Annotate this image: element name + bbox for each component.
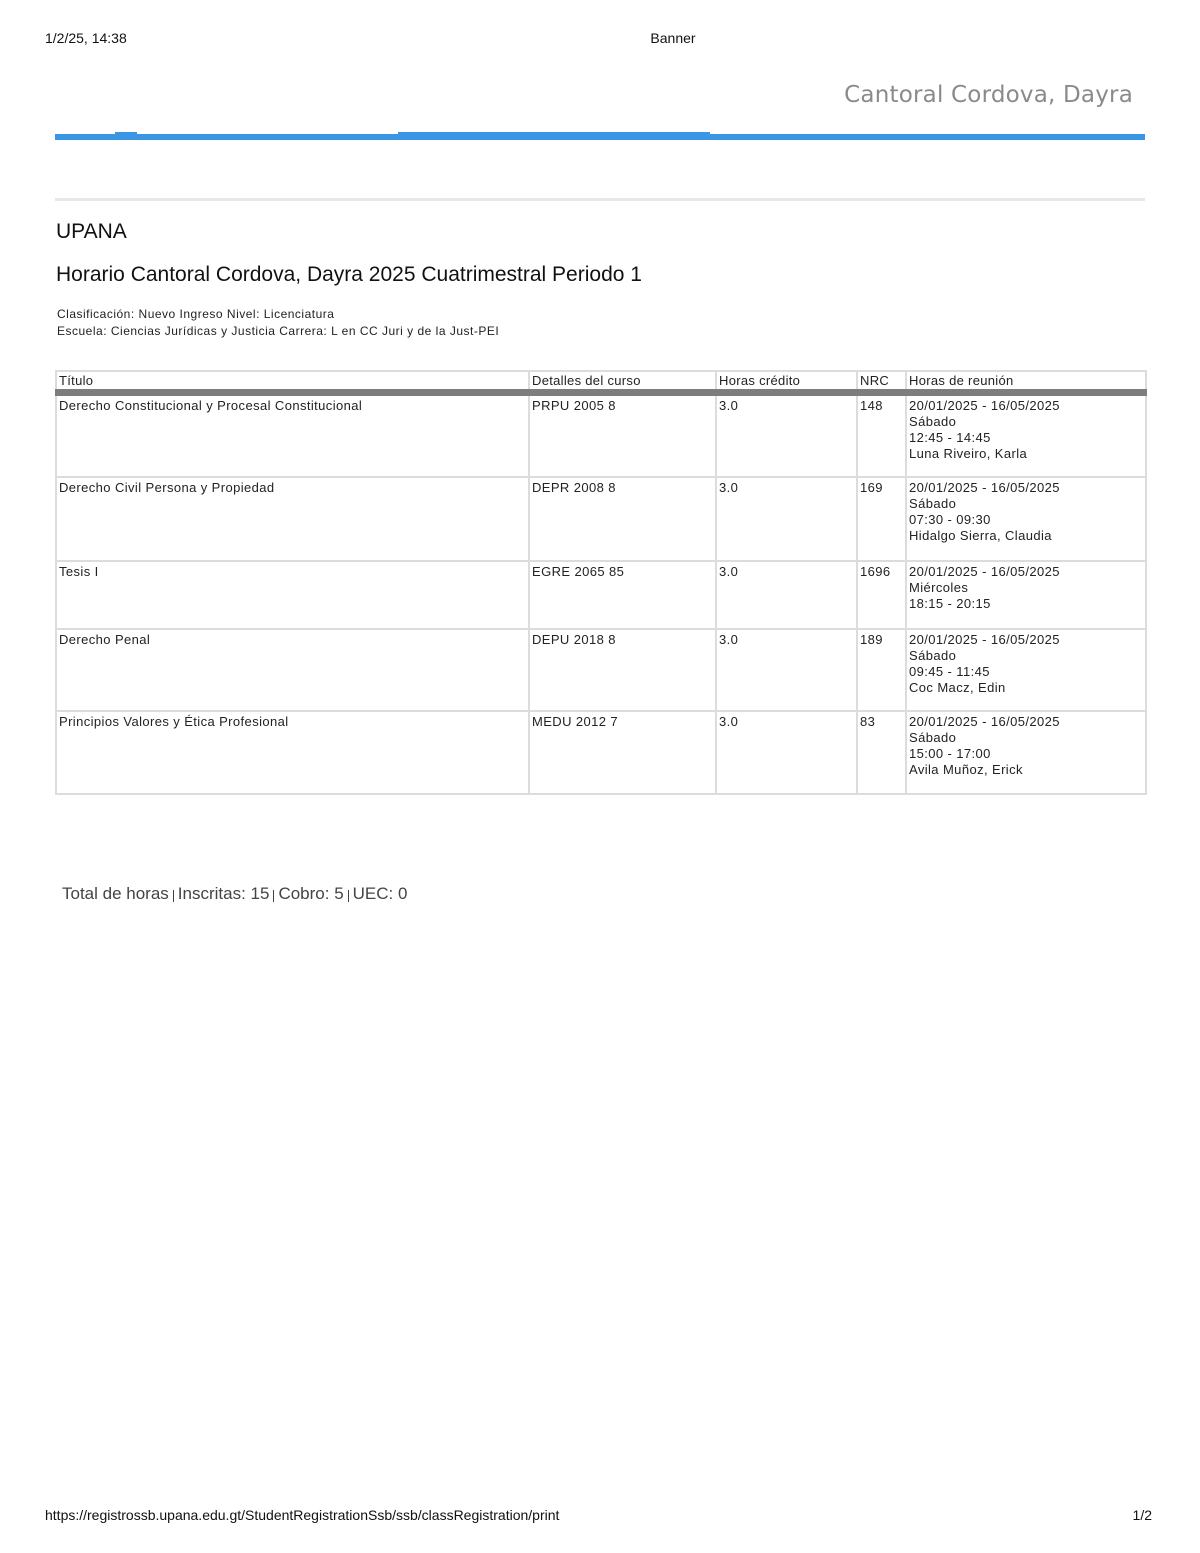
meeting-dates: 20/01/2025 - 16/05/2025 <box>909 714 1060 729</box>
schedule-title: Horario Cantoral Cordova, Dayra 2025 Cuatrimestral Periodo 1 <box>56 263 642 286</box>
meeting-dates: 20/01/2025 - 16/05/2025 <box>909 398 1060 413</box>
table-row <box>56 711 1146 794</box>
table-row <box>56 561 1146 629</box>
meeting-instructor: Avila Muñoz, Erick <box>909 762 1023 777</box>
course-credits: 3.0 <box>716 561 857 629</box>
institution-name: UPANA <box>56 220 127 243</box>
meeting-instructor: Hidalgo Sierra, Claudia <box>909 528 1052 543</box>
schedule-table <box>55 370 1147 795</box>
totals-label: Total de horas <box>62 884 169 903</box>
separator <box>173 890 174 902</box>
print-page-number: 1/2 <box>1132 1507 1152 1523</box>
course-title: Derecho Penal <box>56 629 529 711</box>
course-credits: 3.0 <box>716 393 857 478</box>
meeting-time: 15:00 - 17:00 <box>909 746 991 761</box>
divider <box>55 198 1145 201</box>
meeting-time: 09:45 - 11:45 <box>909 664 990 679</box>
user-name: Cantoral Cordova, Dayra <box>844 82 1133 108</box>
course-meeting <box>906 477 1146 561</box>
meeting-instructor: Coc Macz, Edin <box>909 680 1006 695</box>
course-details: PRPU 2005 8 <box>529 393 716 478</box>
course-meeting <box>906 393 1146 478</box>
print-datetime: 1/2/25, 14:38 <box>45 30 127 46</box>
course-title: Principios Valores y Ética Profesional <box>56 711 529 794</box>
accent-bar-tick <box>115 132 137 134</box>
column-header-title: Título <box>56 371 529 393</box>
table-row <box>56 393 1146 478</box>
meeting-time: 12:45 - 14:45 <box>909 430 991 445</box>
course-title: Derecho Constitucional y Procesal Constitucional <box>56 393 529 478</box>
course-title: Derecho Civil Persona y Propiedad <box>56 477 529 561</box>
course-meeting <box>906 561 1146 629</box>
column-header-meeting: Horas de reunión <box>906 371 1146 393</box>
classification-line: Clasificación: Nuevo Ingreso Nivel: Licenciatura <box>57 307 335 321</box>
course-nrc: 189 <box>857 629 906 711</box>
course-nrc: 169 <box>857 477 906 561</box>
meeting-day: Sábado <box>909 730 957 745</box>
accent-bar-tick <box>398 132 710 134</box>
meeting-time: 18:15 - 20:15 <box>909 596 991 611</box>
meeting-day: Sábado <box>909 496 957 511</box>
course-credits: 3.0 <box>716 477 857 561</box>
course-nrc: 83 <box>857 711 906 794</box>
separator <box>273 890 274 902</box>
totals-enrolled: Inscritas: 15 <box>177 884 270 903</box>
column-header-details: Detalles del curso <box>529 371 716 393</box>
meeting-time: 07:30 - 09:30 <box>909 512 991 527</box>
course-details: MEDU 2012 7 <box>529 711 716 794</box>
course-nrc: 1696 <box>857 561 906 629</box>
meeting-dates: 20/01/2025 - 16/05/2025 <box>909 564 1060 579</box>
meeting-day: Miércoles <box>909 580 969 595</box>
table-row <box>56 477 1146 561</box>
totals-billing: Cobro: 5 <box>278 884 344 903</box>
separator <box>348 890 349 902</box>
column-header-credits: Horas crédito <box>716 371 857 393</box>
meeting-day: Sábado <box>909 414 957 429</box>
course-nrc: 148 <box>857 393 906 478</box>
print-footer-url: https://registrossb.upana.edu.gt/StudentRegistrationSsb/ssb/classRegistration/print <box>45 1507 560 1523</box>
course-meeting <box>906 711 1146 794</box>
table-header-row <box>56 371 1146 393</box>
banner-accent-bar <box>55 134 1145 140</box>
school-line: Escuela: Ciencias Jurídicas y Justicia Carrera: L en CC Juri y de la Just-PEI <box>57 324 500 338</box>
hours-totals <box>62 884 407 904</box>
table-row <box>56 629 1146 711</box>
meeting-dates: 20/01/2025 - 16/05/2025 <box>909 480 1060 495</box>
course-credits: 3.0 <box>716 711 857 794</box>
totals-uec: UEC: 0 <box>352 884 408 903</box>
meeting-dates: 20/01/2025 - 16/05/2025 <box>909 632 1060 647</box>
print-page-title: Banner <box>650 30 696 46</box>
course-details: EGRE 2065 85 <box>529 561 716 629</box>
course-details: DEPU 2018 8 <box>529 629 716 711</box>
course-title: Tesis I <box>56 561 529 629</box>
column-header-nrc: NRC <box>857 371 906 393</box>
meeting-instructor: Luna Riveiro, Karla <box>909 446 1028 461</box>
course-meeting <box>906 629 1146 711</box>
course-credits: 3.0 <box>716 629 857 711</box>
meeting-day: Sábado <box>909 648 957 663</box>
course-details: DEPR 2008 8 <box>529 477 716 561</box>
